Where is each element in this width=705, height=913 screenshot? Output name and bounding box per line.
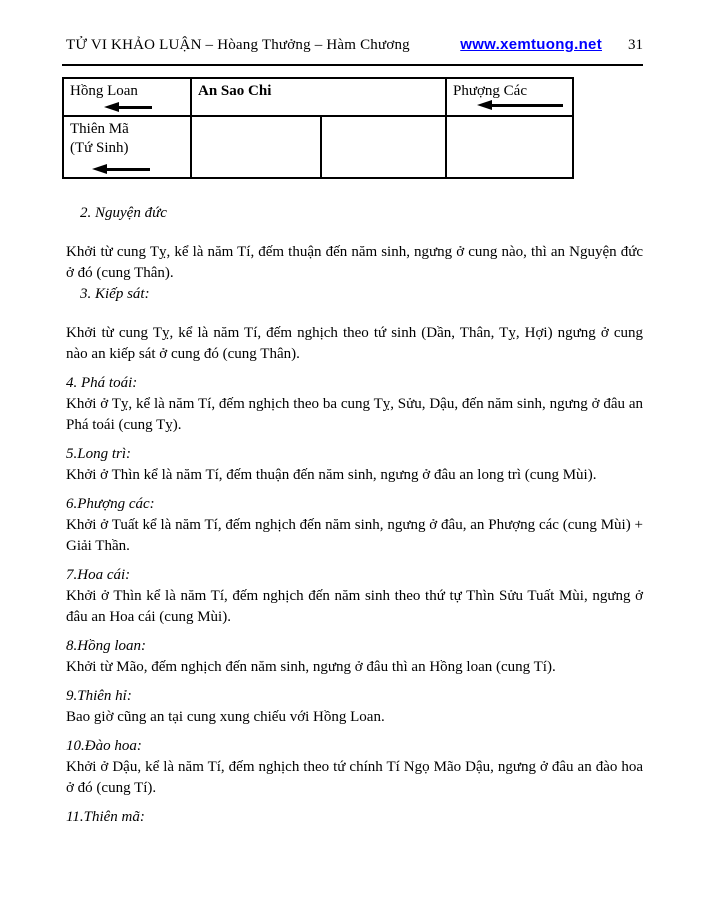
section-heading: 4. Phá toái: xyxy=(66,375,138,391)
section-heading: 5.Long trì: xyxy=(66,446,132,462)
section-body: Khởi ở Tuất kể là năm Tí, đếm nghịch đến năm sinh, ngưng ở đâu, an Phượng các (cung Mùi) + Giải Thần. xyxy=(66,517,643,554)
arrow-shaft xyxy=(107,168,150,171)
section-thien-ma xyxy=(66,807,643,828)
section-heading: 3. Kiếp sát: xyxy=(80,286,150,302)
table-cell-hong-loan xyxy=(63,78,191,116)
website-link[interactable]: www.xemtuong.net xyxy=(460,36,602,53)
arrow-shaft xyxy=(492,104,563,107)
section-body: Khởi từ cung Tỵ, kể là năm Tí, đếm nghịch theo tứ sinh (Dần, Thân, Tỵ, Hợi) ngưng ở cung nào an kiếp sát ở cung đó (cung Thân). xyxy=(66,325,643,362)
section-body: Khởi từ cung Tỵ, kể là năm Tí, đếm thuận đến năm sinh, ngưng ở cung nào, thì an Nguyện đức ở đó (cung Thân). xyxy=(66,244,643,281)
table-row xyxy=(63,116,573,178)
table-cell-empty xyxy=(446,116,573,178)
table-cell-empty xyxy=(191,116,321,178)
section-phuong-cac xyxy=(66,494,643,557)
table-cell-thien-ma xyxy=(63,116,191,178)
left-arrow-icon xyxy=(477,100,563,110)
section-hoa-cai xyxy=(66,565,643,628)
section-body: Bao giờ cũng an tại cung xung chiếu với Hồng Loan. xyxy=(66,709,385,725)
section-kiep-sat xyxy=(66,284,643,365)
table-row xyxy=(63,78,573,116)
section-long-tri xyxy=(66,444,643,486)
cell-label: Hồng Loan xyxy=(70,83,138,99)
arrow-head xyxy=(477,100,492,110)
arrow-head xyxy=(92,164,107,174)
page-header xyxy=(62,0,643,66)
section-thien-hi xyxy=(66,686,643,728)
section-dao-hoa xyxy=(66,736,643,799)
document-body xyxy=(0,203,705,828)
section-heading: 9.Thiên hỉ: xyxy=(66,688,132,704)
section-heading: 2. Nguyện đức xyxy=(80,205,167,221)
section-body: Khởi ở Dậu, kể là năm Tí, đếm nghịch theo tứ chính Tí Ngọ Mão Dậu, ngưng ở đâu an đào hoa ở đó (cung Tí). xyxy=(66,759,643,796)
section-body: Khởi ở Thìn kể là năm Tí, đếm thuận đến năm sinh, ngưng ở đâu an long trì (cung Mùi). xyxy=(66,467,597,483)
header-right xyxy=(460,36,643,54)
an-sao-table xyxy=(62,77,574,179)
section-heading: 8.Hồng loan: xyxy=(66,638,146,654)
cell-label: (Tứ Sinh) xyxy=(70,140,129,156)
section-nguyen-duc xyxy=(66,203,643,284)
arrow-shaft xyxy=(119,106,152,109)
section-heading: 6.Phượng các: xyxy=(66,496,155,512)
document-title: TỬ VI KHẢO LUẬN – Hòang Thưởng – Hàm Chương xyxy=(66,37,410,53)
left-arrow-icon xyxy=(104,102,152,112)
arrow-head xyxy=(104,102,119,112)
section-body: Khởi từ Mão, đếm nghịch đến năm sinh, ngưng ở đâu thì an Hồng loan (cung Tí). xyxy=(66,659,556,675)
section-hong-loan xyxy=(66,636,643,678)
section-pha-toai xyxy=(66,373,643,436)
section-body: Khởi ở Thìn kể là năm Tí, đếm nghịch đến năm sinh theo thứ tự Thìn Sửu Tuất Mùi, ngưng ở đâu an Hoa cái (cung Mùi). xyxy=(66,588,643,625)
section-heading: 7.Hoa cái: xyxy=(66,567,131,583)
table-cell-phuong-cac xyxy=(446,78,573,116)
page-number: 31 xyxy=(628,37,643,53)
table-cell-empty xyxy=(321,116,446,178)
cell-label: An Sao Chi xyxy=(198,83,272,99)
cell-label: Thiên Mã xyxy=(70,121,129,137)
left-arrow-icon xyxy=(92,164,150,174)
table-cell-an-sao-chi xyxy=(191,78,446,116)
section-body: Khởi ở Tỵ, kể là năm Tí, đếm nghịch theo ba cung Tỵ, Sửu, Dậu, đến năm sinh, ngưng ở đâu an Phá toái (cung Tỵ). xyxy=(66,396,643,433)
section-heading: 11.Thiên mã: xyxy=(66,809,145,825)
cell-label: Phượng Các xyxy=(453,83,527,99)
section-heading: 10.Đào hoa: xyxy=(66,738,142,754)
